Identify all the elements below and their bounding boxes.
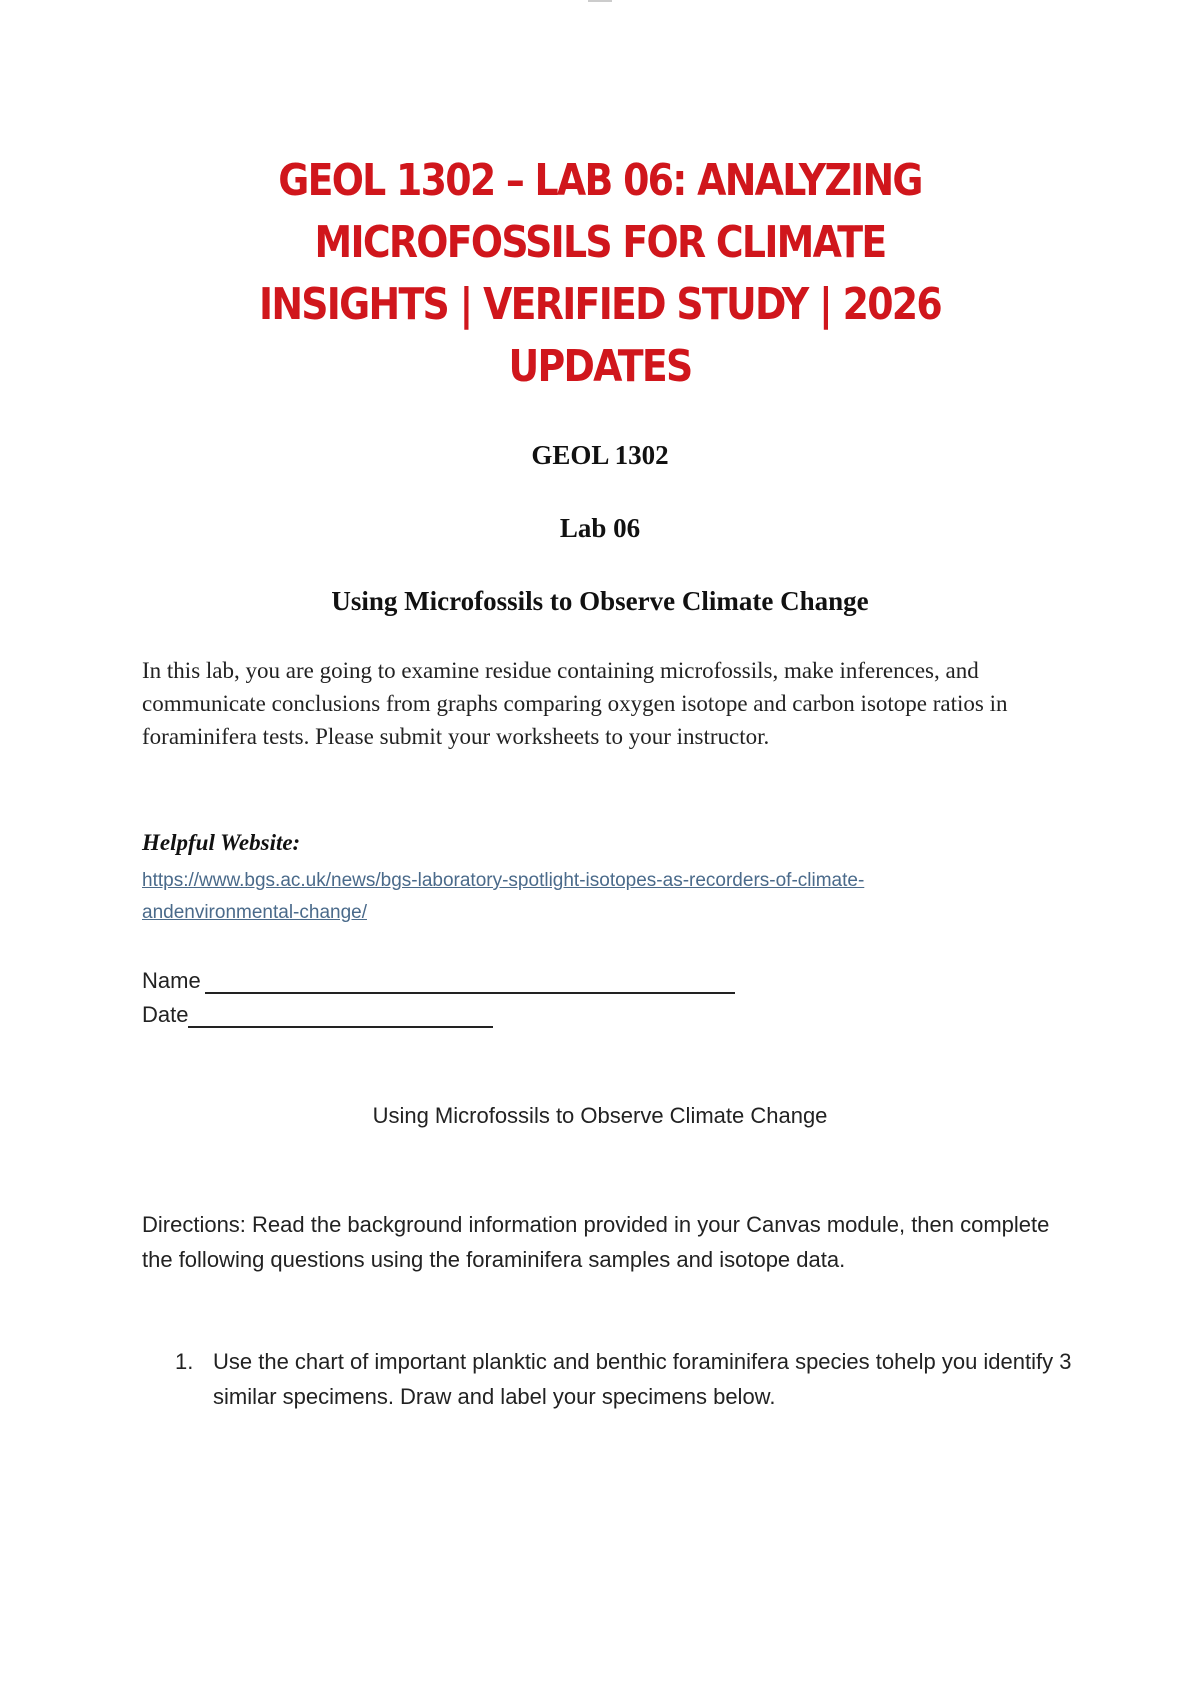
helpful-link-line-2[interactable]: andenvironmental-change/ [142,902,367,923]
question-number: 1. [175,1349,194,1374]
date-field-row [142,1002,493,1028]
banner-title [170,150,1030,398]
lab-title: Using Microfossils to Observe Climate Change [331,586,869,616]
date-label: Date [142,1002,189,1027]
name-blank-line[interactable] [205,970,735,994]
helpful-website-link[interactable] [142,865,942,929]
lab-number: Lab 06 [559,513,641,543]
page-top-mark [588,0,612,2]
section-title: Using Microfossils to Observe Climate Change [372,1103,828,1128]
name-field-row [142,968,735,994]
question-text: Use the chart of important planktic and benthic foraminifera species tohelp you identify 3 similar specimens. Draw and label your specimens below. [213,1349,1072,1409]
name-label: Name [142,968,201,993]
date-blank-line[interactable] [188,1004,493,1028]
banner-title-line-2: INSIGHTS | VERIFIED STUDY | 2026 UPDATES [258,279,942,392]
helpful-website-label: Helpful Website: [142,830,301,855]
question-item [175,1344,1075,1414]
helpful-link-line-1[interactable]: https://www.bgs.ac.uk/news/bgs-laboratory-spotlight-isotopes-as-recorders-of-climate- [142,870,865,891]
banner-title-line-1: GEOL 1302 – LAB 06: ANALYZING MICROFOSSILS FOR CLIMATE [278,155,922,268]
intro-paragraph: In this lab, you are going to examine residue containing microfossils, make inferences, and communicate conclusions from graphs comparing oxygen isotope and carbon isotope ratios in foraminifera tests. Please submit your worksheets to your instructor. [142,658,1008,749]
course-code: GEOL 1302 [531,440,669,470]
directions-paragraph: Directions: Read the background information provided in your Canvas module, then complete the following questions using the foraminifera samples and isotope data. [142,1212,1050,1272]
